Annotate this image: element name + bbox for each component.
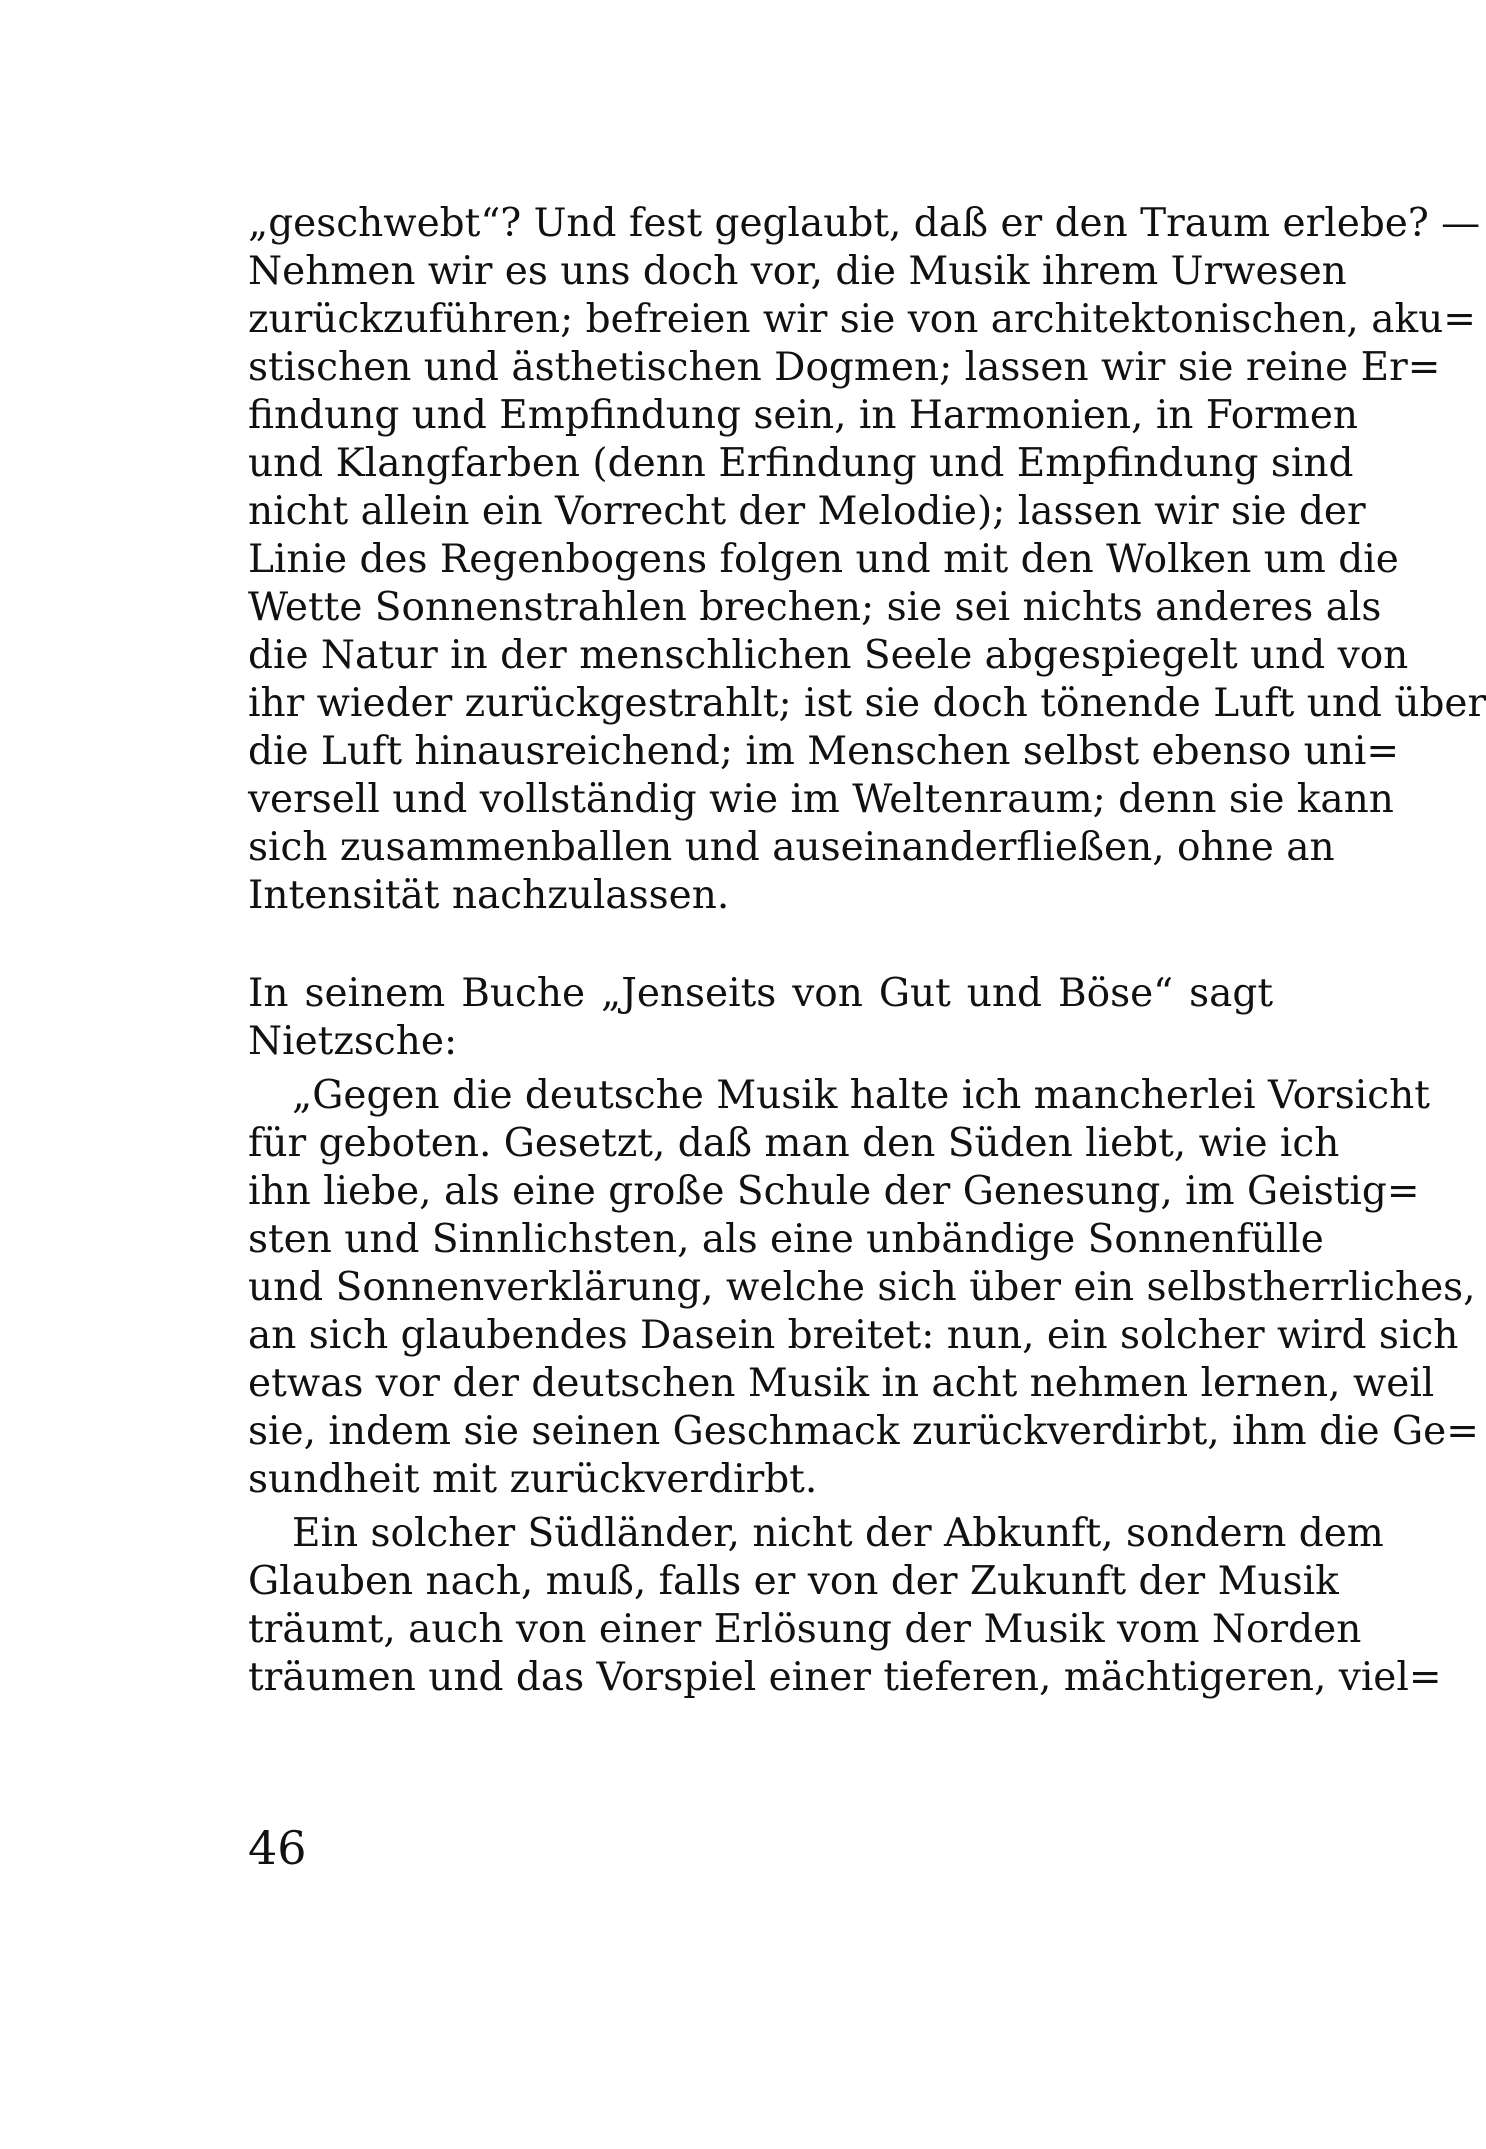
paragraph-1 [248, 200, 1486, 920]
text-line: ihn liebe, als eine große Schule der Genesung, im Geistig= [248, 1169, 1420, 1214]
text-line: findung und Empfindung sein, in Harmonien, in Formen [248, 393, 1359, 438]
quote-paragraph-2 [248, 1510, 1442, 1702]
text-line: sich zusammenballen und auseinanderfließen, ohne an [248, 825, 1335, 870]
text-line: und Sonnenverklärung, welche sich über ein selbstherrliches, [248, 1265, 1476, 1310]
text-line: Wette Sonnenstrahlen brechen; sie sei nichts anderes als [248, 585, 1382, 630]
text-line: stischen und ästhetischen Dogmen; lassen wir sie reine Er= [248, 345, 1441, 390]
text-line: Linie des Regenbogens folgen und mit den Wolken um die [248, 537, 1399, 582]
paragraph-2 [248, 970, 1273, 1066]
text-line: und Klangfarben (denn Erfindung und Empfindung sind [248, 441, 1354, 486]
text-line: sie, indem sie seinen Geschmack zurückverdirbt, ihm die Ge= [248, 1409, 1479, 1454]
text-line: zurückzuführen; befreien wir sie von architektonischen, aku= [248, 297, 1476, 342]
quote-paragraph-1 [248, 1072, 1479, 1504]
text-line: etwas vor der deutschen Musik in acht nehmen lernen, weil [248, 1361, 1435, 1406]
text-line: die Natur in der menschlichen Seele abgespiegelt und von [248, 633, 1409, 678]
text-line: Glauben nach, muß, falls er von der Zukunft der Musik [248, 1559, 1339, 1604]
text-line: an sich glaubendes Dasein breitet: nun, ein solcher wird sich [248, 1313, 1459, 1358]
text-line: Ein solcher Südländer, nicht der Abkunft, sondern dem [292, 1511, 1384, 1556]
text-line: ihr wieder zurückgestrahlt; ist sie doch tönende Luft und über [248, 681, 1486, 726]
text-line: „Gegen die deutsche Musik halte ich mancherlei Vorsicht [292, 1073, 1430, 1118]
page-number: 46 [248, 1821, 307, 1875]
page-body [248, 200, 1486, 1702]
text-line: nicht allein ein Vorrecht der Melodie); lassen wir sie der [248, 489, 1366, 534]
text-line: träumen und das Vorspiel einer tieferen, mächtigeren, viel= [248, 1655, 1442, 1700]
text-line: träumt, auch von einer Erlösung der Musik vom Norden [248, 1607, 1362, 1652]
text-line: Nehmen wir es uns doch vor, die Musik ihrem Urwesen [248, 249, 1347, 294]
paragraph-spacer [248, 920, 1273, 970]
text-line: „geschwebt“? Und fest geglaubt, daß er den Traum erlebe? — [248, 201, 1481, 246]
text-line: sundheit mit zurückverdirbt. [248, 1457, 818, 1502]
text-line: Intensität nachzulassen. [248, 873, 730, 918]
text-line: versell und vollständig wie im Weltenraum; denn sie kann [248, 777, 1394, 822]
text-line: In seinem Buche „Jenseits von Gut und Böse“ sagt [248, 971, 1273, 1016]
text-line: Nietzsche: [248, 1019, 458, 1064]
text-line: sten und Sinnlichsten, als eine unbändige Sonnenfülle [248, 1217, 1324, 1262]
text-line: die Luft hinausreichend; im Menschen selbst ebenso uni= [248, 729, 1400, 774]
text-line: für geboten. Gesetzt, daß man den Süden liebt, wie ich [248, 1121, 1340, 1166]
